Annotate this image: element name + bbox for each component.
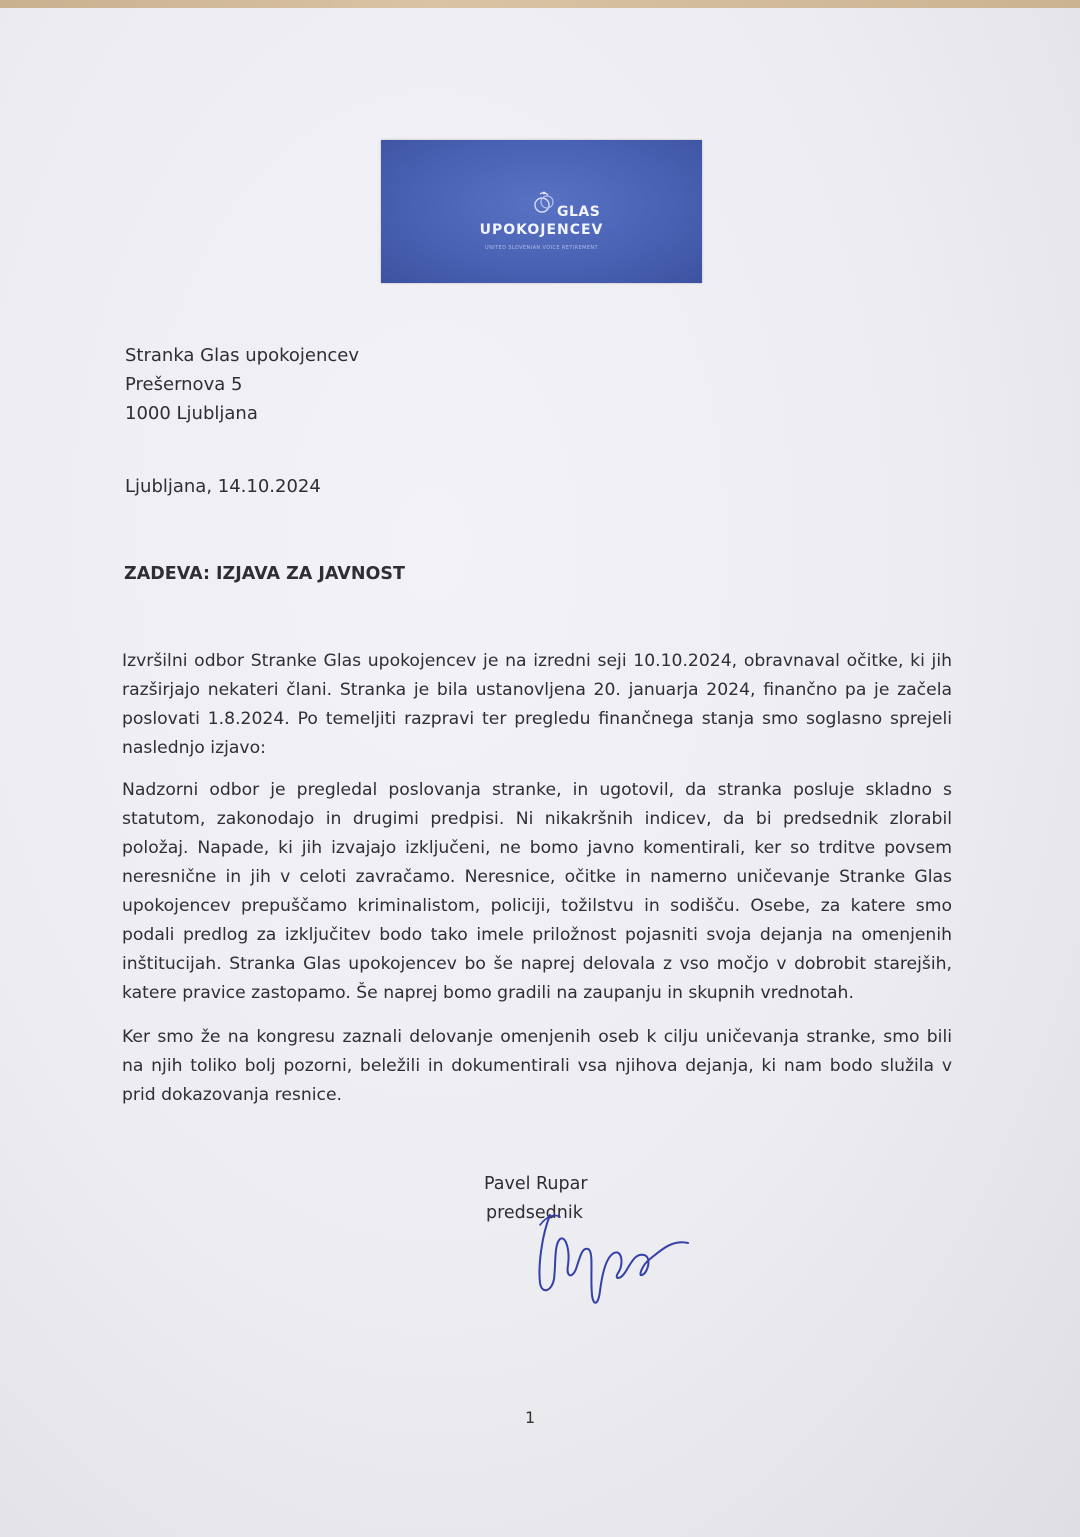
- address-line-organization: Stranka Glas upokojencev: [125, 345, 360, 366]
- logo-tagline: UNITED SLOVENIAN VOICE RETIREMENT: [485, 245, 598, 251]
- logo-text-glas: GLAS: [557, 204, 601, 220]
- letter-subject: ZADEVA: IZJAVA ZA JAVNOST: [124, 564, 405, 584]
- address-line-city: 1000 Ljubljana: [125, 403, 258, 424]
- signatory-title: predsednik: [486, 1203, 583, 1223]
- handwritten-signature: [520, 1195, 700, 1315]
- logo-symbol-icon: [531, 190, 557, 218]
- logo-text-upokojencev: UPOKOJENCEV: [479, 222, 604, 238]
- sender-address: [125, 341, 359, 428]
- party-logo: [381, 140, 702, 283]
- body-paragraph-3: Ker smo že na kongresu zaznali delovanje omenjenih oseb k cilju uničevanja stranke, smo bili na njih toliko bolj pozorni, beležili in dokumentirali vsa njihova dejanja, ki nam bodo služila v prid dokazovanja resnice.: [122, 1027, 952, 1105]
- signatory-name: Pavel Rupar: [484, 1174, 588, 1194]
- body-paragraph-2: Nadzorni odbor je pregledal poslovanja stranke, in ugotovil, da stranka posluje skladno s statutom, zakonodajo in drugimi predpisi. Ni nikakršnih indicev, da bi predsednik zlorabil položaj. Napade, ki jih izvajajo izključeni, ne bomo javno komentirali, ker so trditve povsem neresnične in jih v celoti zavračamo. Neresnice, očitke in namerno uničevanje Stranke Glas upokojencev prepuščamo kriminalistom, policiji, tožilstvu in sodišču. Osebe, za katere smo podali predlog za izključitev bodo tako imele priložnost pojasniti svoja dejanja na omenjenih inštitucijah. Stranka Glas upokojencev bo še naprej delovala z vso močjo v dobrobit starejših, katere pravice zastopamo. Še naprej bomo gradili na zaupanju in skupnih vrednotah.: [122, 780, 952, 1003]
- address-line-street: Prešernova 5: [125, 374, 243, 395]
- letter-date: Ljubljana, 14.10.2024: [125, 476, 321, 497]
- page-number: 1: [525, 1408, 536, 1427]
- body-paragraph-1: Izvršilni odbor Stranke Glas upokojencev je na izredni seji 10.10.2024, obravnaval očitke, ki jih razširjajo nekateri člani. Stranka je bila ustanovljena 20. januarja 2024, finančno pa je začela poslovati 1.8.2024. Po temeljiti razpravi ter pregledu finančnega stanja smo soglasno sprejeli naslednjo izjavo:: [122, 651, 952, 758]
